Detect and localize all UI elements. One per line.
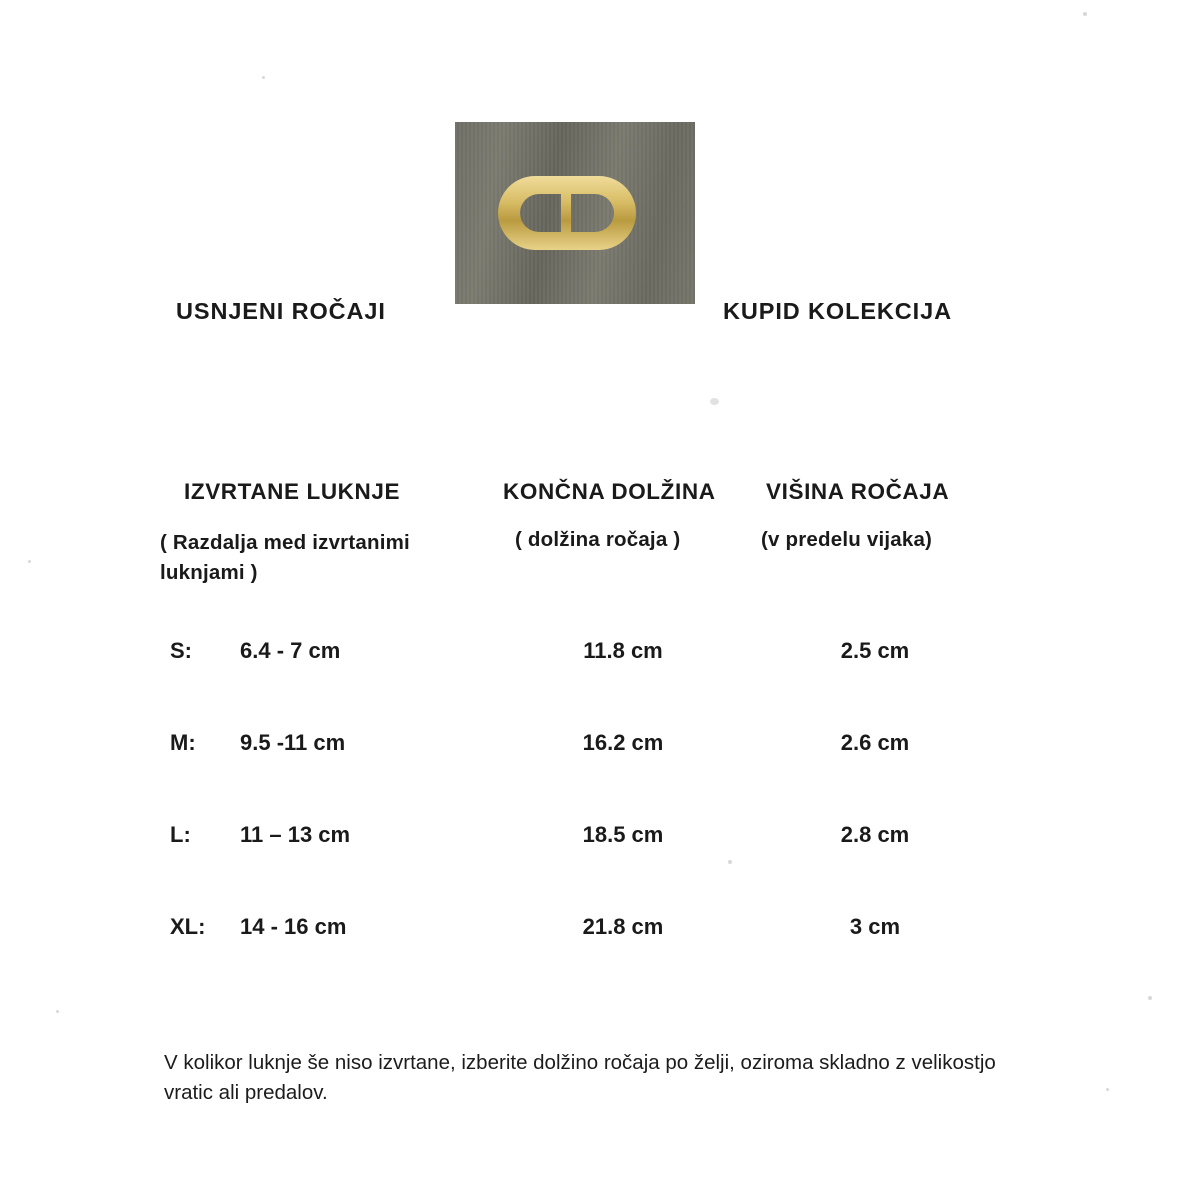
cell-height: 3 cm — [849, 914, 901, 939]
footnote-text: V kolikor luknje še niso izvrtane, izberite dolžino ročaja po želji, oziroma skladno z velikostjo vratic ali predalov. — [164, 1051, 996, 1104]
cell-length: 18.5 cm — [582, 822, 664, 847]
column-header-holes: IZVRTANE LUKNJE — [184, 479, 401, 504]
column-header-length: KONČNA DOLŽINA — [503, 479, 716, 504]
table-row — [0, 904, 1200, 996]
heading-kupid-kolekcija: KUPID KOLEKCIJA — [723, 298, 952, 324]
column-subtitle-height: (v predelu vijaka) — [761, 528, 933, 551]
cell-length: 21.8 cm — [582, 914, 664, 939]
scan-speckle — [1106, 1088, 1109, 1091]
size-table — [0, 628, 1200, 996]
heading-usnjeni-rocaji: USNJENI ROČAJI — [176, 298, 386, 324]
scan-speckle — [56, 1010, 59, 1013]
scan-speckle — [1083, 12, 1087, 16]
cell-height: 2.5 cm — [840, 638, 910, 663]
column-subtitle-holes: ( Razdalja med izvrtanimi luknjami ) — [160, 531, 410, 584]
scan-speckle — [710, 398, 719, 405]
column-header-height: VIŠINA ROČAJA — [766, 479, 950, 504]
table-row — [0, 720, 1200, 812]
cell-size: XL: — [170, 914, 206, 939]
cell-length: 11.8 cm — [583, 638, 663, 663]
scan-speckle — [28, 560, 31, 563]
scan-speckle — [262, 76, 265, 79]
cell-height: 2.8 cm — [840, 822, 910, 847]
table-row — [0, 628, 1200, 720]
brand-logo — [455, 122, 695, 304]
logo-background — [455, 122, 695, 304]
scan-speckle — [1148, 996, 1152, 1000]
column-subtitle-length: ( dolžina ročaja ) — [515, 528, 681, 551]
table-row — [0, 812, 1200, 904]
cell-holes: 14 - 16 cm — [240, 914, 347, 939]
cell-size: M: — [170, 730, 196, 755]
cell-size: S: — [170, 638, 192, 663]
cell-height: 2.6 cm — [840, 730, 910, 755]
cell-holes: 6.4 - 7 cm — [240, 638, 341, 663]
cell-size: L: — [170, 822, 191, 847]
cell-length: 16.2 cm — [582, 730, 664, 755]
cell-holes: 11 – 13 cm — [240, 822, 351, 847]
cupid-d-monogram-icon — [495, 170, 655, 256]
cell-holes: 9.5 -11 cm — [240, 730, 346, 755]
